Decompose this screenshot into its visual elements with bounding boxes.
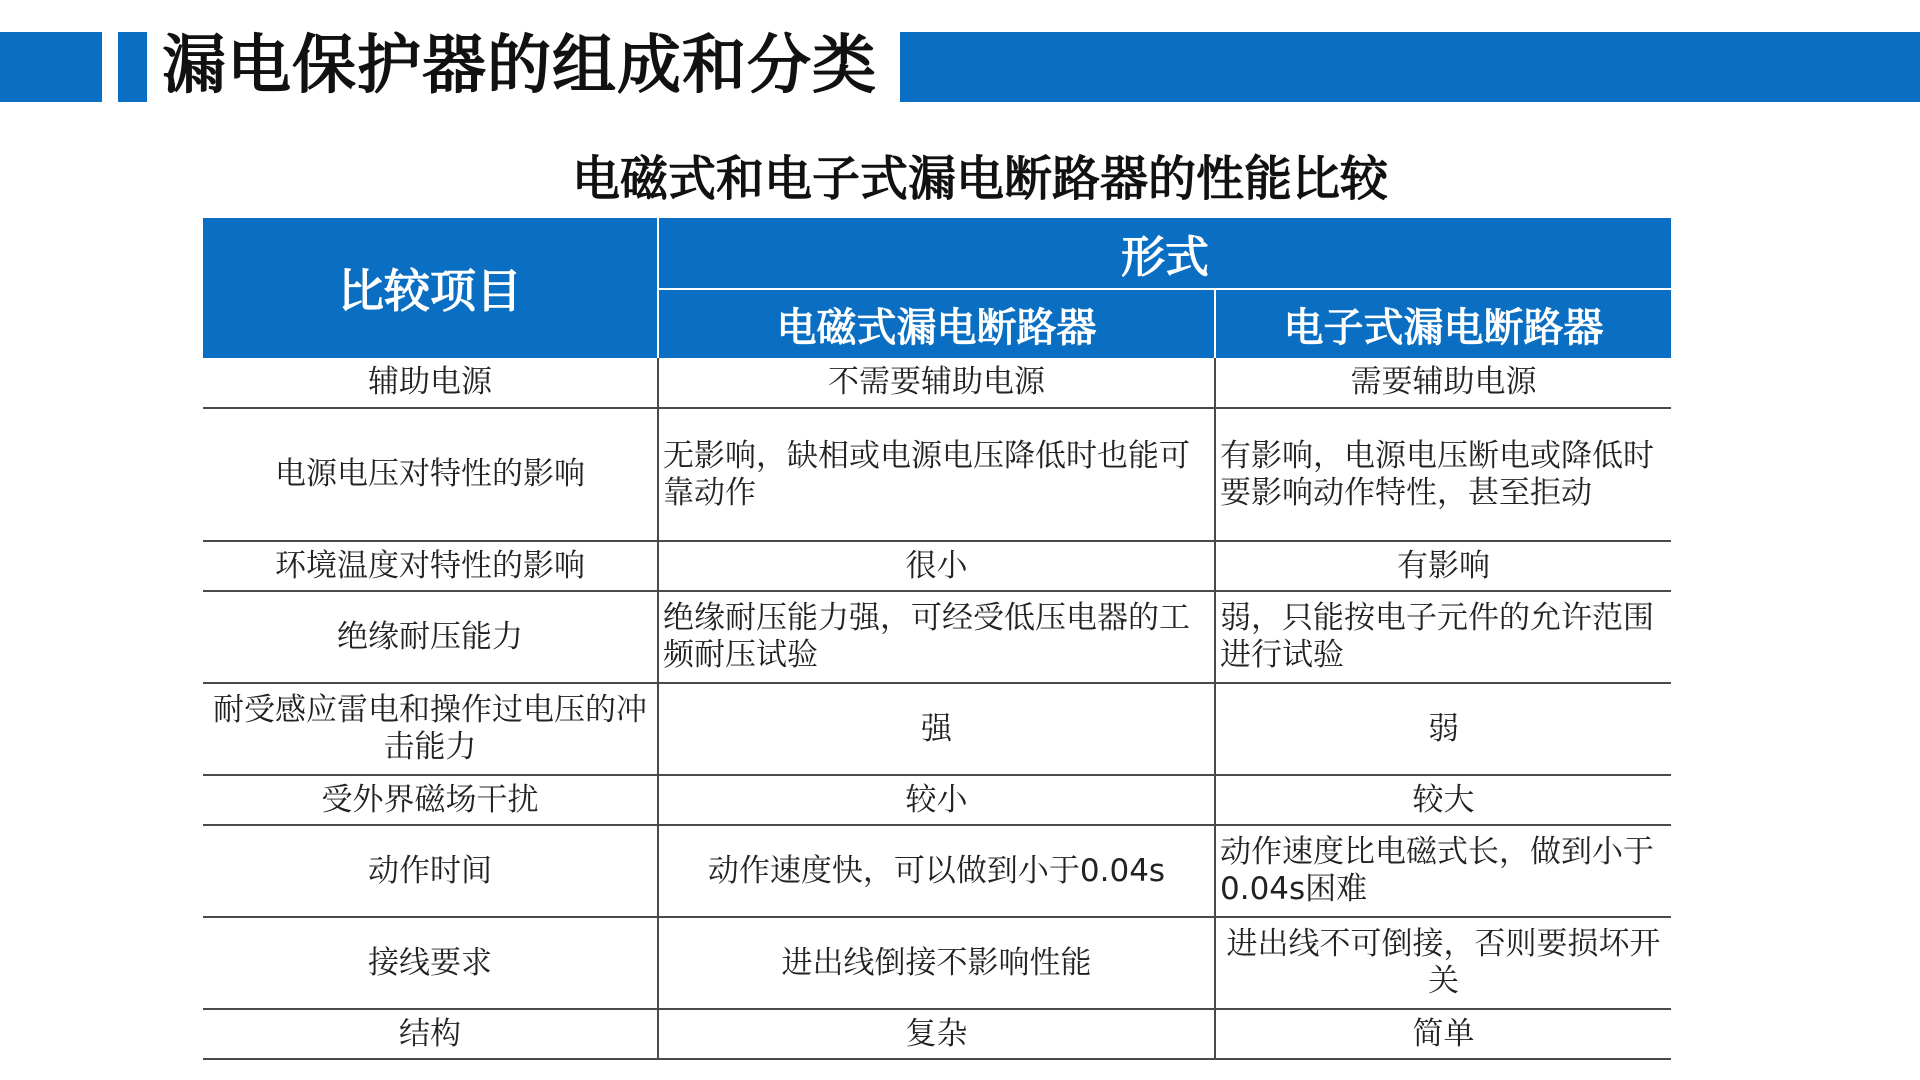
row-electromagnetic: 无影响，缺相或电源电压降低时也能可靠动作 bbox=[658, 408, 1215, 541]
comparison-table bbox=[203, 218, 1671, 1060]
table-row bbox=[203, 683, 1671, 775]
row-electromagnetic: 强 bbox=[658, 683, 1215, 775]
row-electronic: 有影响 bbox=[1215, 541, 1671, 591]
header-bar-left bbox=[0, 32, 102, 102]
header-electronic: 电子式漏电断路器 bbox=[1215, 289, 1671, 358]
row-electromagnetic: 进出线倒接不影响性能 bbox=[658, 917, 1215, 1009]
row-electromagnetic: 绝缘耐压能力强，可经受低压电器的工频耐压试验 bbox=[658, 591, 1215, 683]
header-bar-accent bbox=[118, 32, 147, 102]
header-electromagnetic: 电磁式漏电断路器 bbox=[658, 289, 1215, 358]
row-item: 接线要求 bbox=[203, 917, 658, 1009]
table-row bbox=[203, 358, 1671, 408]
row-electronic: 弱 bbox=[1215, 683, 1671, 775]
row-item: 结构 bbox=[203, 1009, 658, 1059]
row-electronic: 简单 bbox=[1215, 1009, 1671, 1059]
row-electronic: 有影响，电源电压断电或降低时要影响动作特性，甚至拒动 bbox=[1215, 408, 1671, 541]
row-item: 电源电压对特性的影响 bbox=[203, 408, 658, 541]
header-bar-right bbox=[900, 32, 1920, 102]
page-title: 漏电保护器的组成和分类 bbox=[162, 29, 877, 103]
row-electromagnetic: 不需要辅助电源 bbox=[658, 358, 1215, 408]
row-electronic: 动作速度比电磁式长，做到小于0.04s困难 bbox=[1215, 825, 1671, 917]
table-title: 电磁式和电子式漏电断路器的性能比较 bbox=[571, 151, 1388, 207]
header-form: 形式 bbox=[658, 218, 1671, 289]
table-row bbox=[203, 591, 1671, 683]
table-row bbox=[203, 917, 1671, 1009]
row-item: 辅助电源 bbox=[203, 358, 658, 408]
row-electromagnetic: 较小 bbox=[658, 775, 1215, 825]
row-electronic: 需要辅助电源 bbox=[1215, 358, 1671, 408]
row-electromagnetic: 动作速度快，可以做到小于0.04s bbox=[658, 825, 1215, 917]
row-item: 绝缘耐压能力 bbox=[203, 591, 658, 683]
row-electronic: 较大 bbox=[1215, 775, 1671, 825]
header-compare-item: 比较项目 bbox=[203, 218, 658, 358]
table-row bbox=[203, 541, 1671, 591]
row-electronic: 弱，只能按电子元件的允许范围进行试验 bbox=[1215, 591, 1671, 683]
row-item: 动作时间 bbox=[203, 825, 658, 917]
table-row bbox=[203, 1009, 1671, 1059]
table-row bbox=[203, 825, 1671, 917]
row-electronic: 进出线不可倒接，否则要损坏开关 bbox=[1215, 917, 1671, 1009]
table-row bbox=[203, 775, 1671, 825]
row-electromagnetic: 复杂 bbox=[658, 1009, 1215, 1059]
row-item: 环境温度对特性的影响 bbox=[203, 541, 658, 591]
row-item: 耐受感应雷电和操作过电压的冲击能力 bbox=[203, 683, 658, 775]
row-item: 受外界磁场干扰 bbox=[203, 775, 658, 825]
table-row bbox=[203, 408, 1671, 541]
row-electromagnetic: 很小 bbox=[658, 541, 1215, 591]
